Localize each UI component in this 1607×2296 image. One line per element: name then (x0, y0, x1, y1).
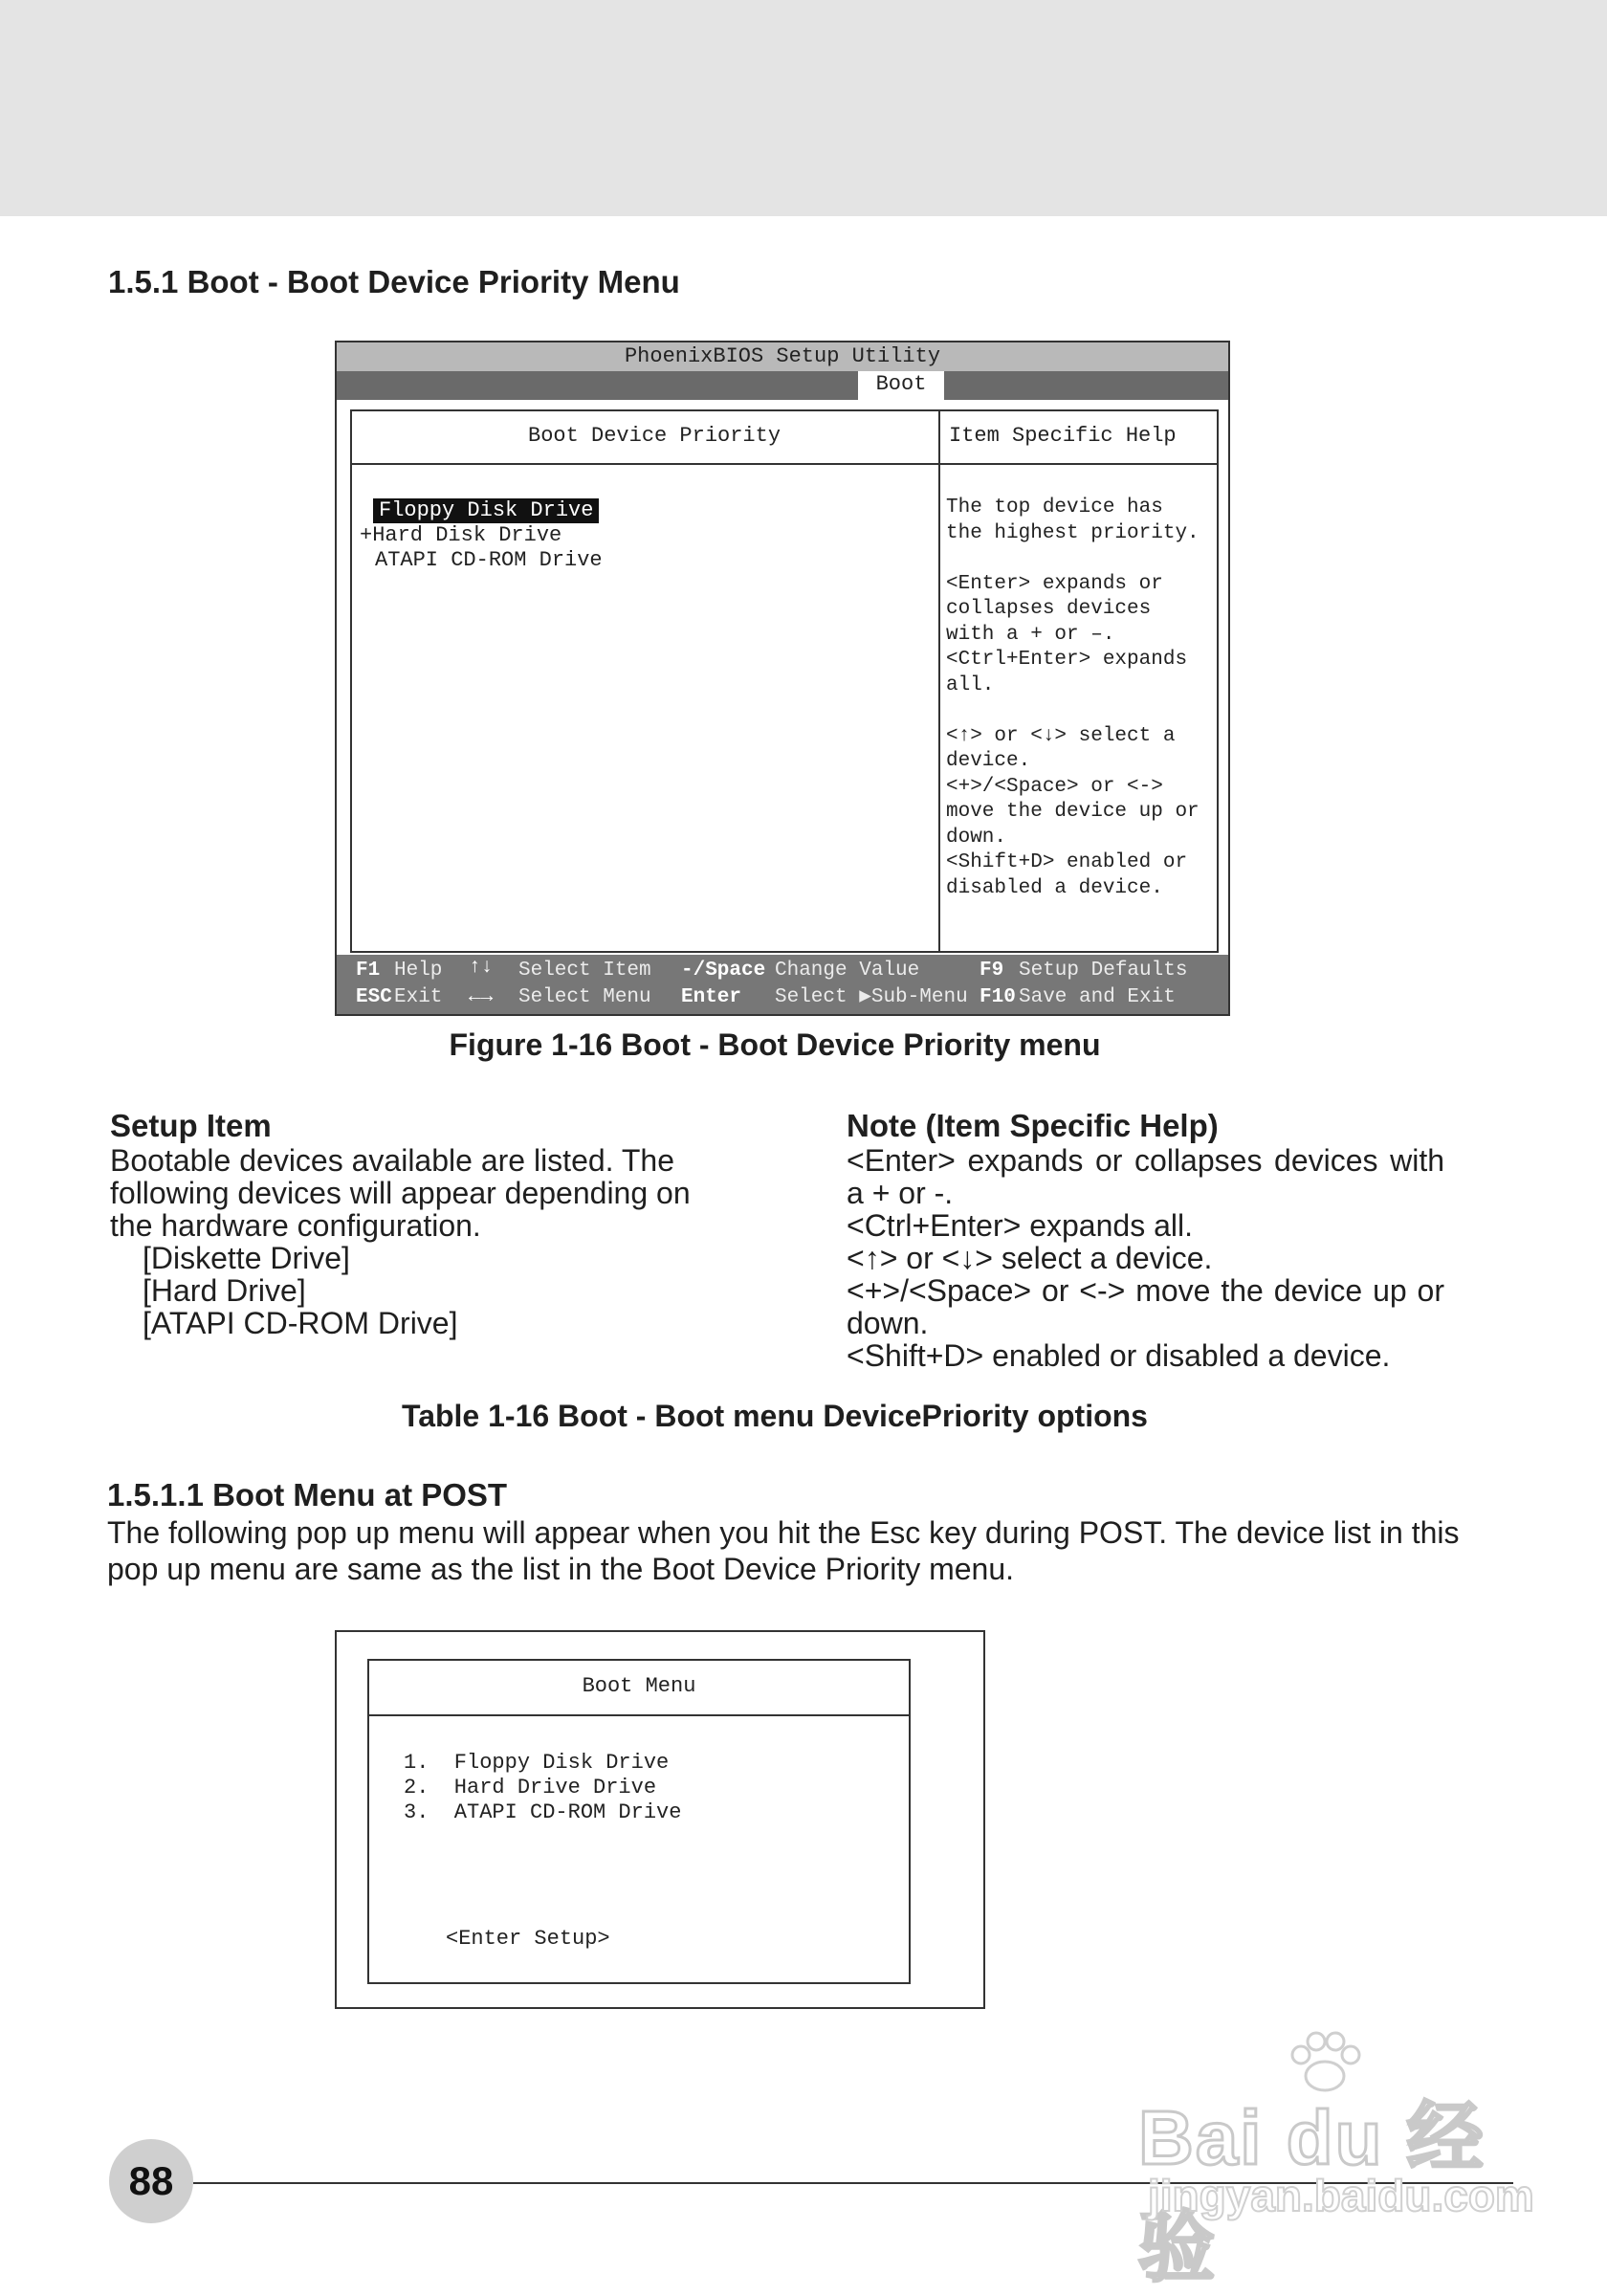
setup-item-heading: Setup Item (110, 1108, 272, 1143)
boot-device-priority-header: Boot Device Priority (528, 424, 781, 448)
panel-divider (938, 411, 940, 951)
setup-item-block (110, 1108, 722, 1339)
device-atapi-cd-rom-drive[interactable]: ATAPI CD-ROM Drive (375, 548, 603, 572)
boot-menu-title: Boot Menu (582, 1674, 696, 1698)
section-heading: 1.5.1 Boot - Boot Device Priority Menu (108, 264, 680, 299)
exit-label: Exit (394, 986, 443, 1008)
change-value-label: Change Value (775, 960, 920, 982)
f10-key: F10 (980, 986, 1016, 1008)
page-top-band (0, 0, 1607, 216)
subsection-paragraph (107, 1514, 1542, 1587)
note-line: <+>/<Space> or <-> move the device up or (847, 1273, 1444, 1308)
f1-key: F1 (356, 960, 381, 982)
minus-space-key: -/Space (681, 960, 766, 982)
note-heading: Note (Item Specific Help) (847, 1108, 1219, 1143)
bios-title: PhoenixBIOS Setup Utility (337, 342, 1228, 371)
subsection-line: The following pop up menu will appear when you hit the Esc key during POST. The device list in this (107, 1515, 1460, 1550)
select-submenu-label: Select ▶Sub-Menu (775, 986, 968, 1008)
note-line: down. (847, 1306, 929, 1340)
watermark-url: jingyan.baidu.com (1148, 2171, 1534, 2220)
setup-item-line: Bootable devices available are listed. The (110, 1143, 674, 1178)
help-label: Help (394, 960, 443, 982)
setup-item-option: [Hard Drive] (143, 1273, 306, 1308)
device-floppy-disk-drive[interactable]: Floppy Disk Drive (373, 498, 599, 523)
note-line: <Enter> expands or collapses devices with (847, 1143, 1444, 1178)
table-caption: Table 1-16 Boot - Boot menu DevicePriority options (402, 1399, 1148, 1433)
setup-item-option: [Diskette Drive] (143, 1241, 350, 1275)
f9-key: F9 (980, 960, 1004, 982)
up-down-arrows-icon: ↑↓ (469, 957, 494, 979)
help-text: The top device has the highest priority. <Enter> expands or collapses devices with a + or –. <Ctrl+Enter> expands all. <↑> or <↓> select a device. <+>/<Space> or <-> move the device up or down. <Shift+D> enabled or disabled a device. (946, 497, 1200, 899)
subsection-line: pop up menu are same as the list in the Boot Device Priority menu. (107, 1552, 1015, 1586)
note-line: <Shift+D> enabled or disabled a device. (847, 1338, 1391, 1373)
esc-key: ESC (356, 986, 392, 1008)
bios-setup-screen (335, 341, 1230, 1016)
page-number: 88 (109, 2139, 193, 2223)
save-and-exit-label: Save and Exit (1019, 986, 1176, 1008)
subsection-heading: 1.5.1.1 Boot Menu at POST (107, 1477, 508, 1512)
bios-menubar (337, 371, 1228, 400)
left-right-arrows-icon: ←→ (469, 986, 494, 1008)
setup-item-option: [ATAPI CD-ROM Drive] (143, 1306, 458, 1340)
boot-menu-item-cd-rom[interactable]: 3. ATAPI CD-ROM Drive (404, 1800, 682, 1824)
expand-marker: + (360, 523, 373, 547)
figure-caption: Figure 1-16 Boot - Boot Device Priority menu (449, 1027, 1101, 1062)
setup-defaults-label: Setup Defaults (1019, 960, 1188, 982)
boot-menu-header-rule (369, 1714, 909, 1716)
note-line: a + or -. (847, 1176, 954, 1210)
enter-setup-option[interactable]: <Enter Setup> (446, 1927, 610, 1951)
setup-item-line: the hardware configuration. (110, 1208, 481, 1243)
boot-menu-popup (335, 1630, 985, 2009)
note-line: <↑> or <↓> select a device. (847, 1241, 1213, 1275)
panel-header-rule (352, 463, 1217, 465)
watermark-logo-text: Bai du 经验 (1138, 2095, 1486, 2290)
bios-key-legend (337, 955, 1228, 1014)
tab-boot[interactable]: Boot (858, 371, 944, 400)
device-hard-disk-drive[interactable] (360, 523, 561, 548)
boot-menu-item-floppy[interactable]: 1. Floppy Disk Drive (404, 1751, 670, 1775)
enter-key: Enter (681, 986, 742, 1008)
device-label: Hard Disk Drive (372, 523, 562, 547)
note-line: <Ctrl+Enter> expands all. (847, 1208, 1193, 1243)
item-specific-help-header: Item Specific Help (949, 424, 1177, 448)
bios-panel (350, 409, 1219, 953)
setup-item-line: following devices will appear depending on (110, 1176, 691, 1210)
note-block (847, 1108, 1444, 1372)
select-item-label: Select Item (518, 960, 651, 982)
select-menu-label: Select Menu (518, 986, 651, 1008)
boot-menu-frame (367, 1659, 911, 1984)
boot-menu-item-hard-drive[interactable]: 2. Hard Drive Drive (404, 1776, 657, 1799)
baidu-watermark (1138, 2028, 1534, 2290)
